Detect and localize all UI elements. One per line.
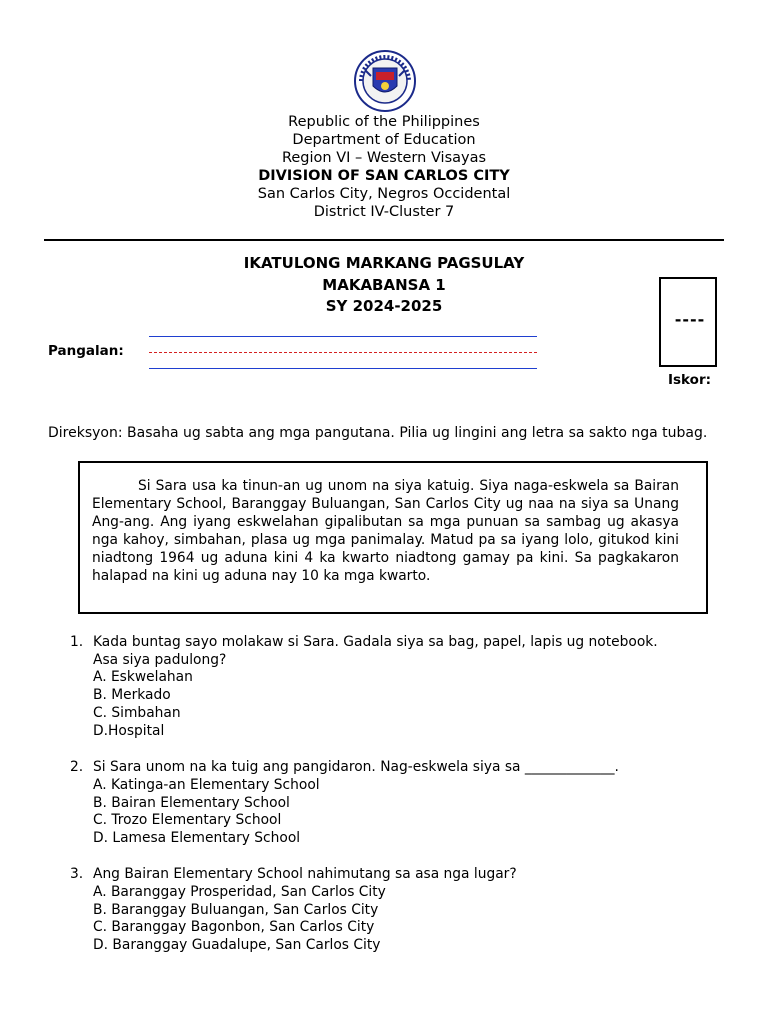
q1-option-b[interactable]: B. Merkado — [93, 687, 171, 703]
q3-option-a[interactable]: A. Baranggay Prosperidad, San Carlos City — [93, 884, 386, 900]
exam-subject: MAKABANSA 1 — [322, 276, 446, 294]
question-text: Kada buntag sayo molakaw si Sara. Gadala siya sa bag, papel, lapis ug notebook. — [93, 634, 658, 650]
q3-option-d[interactable]: D. Baranggay Guadalupe, San Carlos City — [93, 937, 381, 953]
q2-option-c[interactable]: C. Trozo Elementary School — [93, 812, 282, 828]
story-text: Si Sara usa ka tinun-an ug unom na siya katuig. Siya naga-eskwela sa Bairan Elementary School, Baranggay Buluangan, San Carlos City ug naa na siya sa Unang Ang-ang. Ang iyang eskwelahan gipalibutan sa mga punuan sa sambag ug akasya nga kahoy, simbahan, plasa ug mga panimalay. Matud pa sa iyang lolo, gitukod kini niadtong 1964 ug aduna kini 4 ka kwarto niadtong gamay pa kini. Sa pagkakaron halapad na kini ug aduna nay 10 ka mga kwarto. — [92, 478, 679, 584]
name-line-bottom[interactable] — [149, 368, 537, 369]
header-divider — [44, 239, 724, 241]
exam-title: IKATULONG MARKANG PAGSULAY — [243, 254, 525, 272]
deped-seal-logo — [335, 50, 435, 112]
name-line-top[interactable] — [149, 336, 537, 337]
q1-option-d[interactable]: D.Hospital — [93, 723, 165, 739]
q2-option-a[interactable]: A. Katinga-an Elementary School — [93, 777, 320, 793]
q3-option-b[interactable]: B. Baranggay Buluangan, San Carlos City — [93, 902, 379, 918]
score-label: Iskor: — [668, 372, 712, 388]
question-text: Si Sara unom na ka tuig ang pangidaron. Nag-eskwela siya sa _____________. — [93, 759, 619, 775]
name-line-middle[interactable] — [149, 352, 537, 353]
question-number: 2. — [70, 759, 84, 775]
q3-option-c[interactable]: C. Baranggay Bagonbon, San Carlos City — [93, 919, 375, 935]
header-department: Department of Education — [292, 132, 476, 148]
q1-option-c[interactable]: C. Simbahan — [93, 705, 181, 721]
header-district: District IV-Cluster 7 — [313, 204, 455, 220]
question-number: 1. — [70, 634, 84, 650]
q2-option-d[interactable]: D. Lamesa Elementary School — [93, 830, 301, 846]
name-label: Pangalan: — [48, 343, 124, 359]
q2-option-b[interactable]: B. Bairan Elementary School — [93, 795, 290, 811]
header-republic: Republic of the Philippines — [288, 114, 480, 130]
header-city: San Carlos City, Negros Occidental — [257, 186, 511, 202]
header-region: Region VI – Western Visayas — [281, 150, 487, 166]
directions-text: Direksyon: Basaha ug sabta ang mga pangutana. Pilia ug lingini ang letra sa sakto nga tubag. — [48, 425, 708, 441]
question-number: 3. — [70, 866, 84, 882]
question-1-text-cont: Asa siya padulong? — [93, 652, 227, 668]
q1-option-a[interactable]: A. Eskwelahan — [93, 669, 193, 685]
question-text: Ang Bairan Elementary School nahimutang sa asa nga lugar? — [93, 866, 517, 882]
exam-school-year: SY 2024-2025 — [325, 297, 443, 315]
header-division: DIVISION OF SAN CARLOS CITY — [258, 168, 510, 184]
score-value: ---- — [674, 310, 706, 329]
